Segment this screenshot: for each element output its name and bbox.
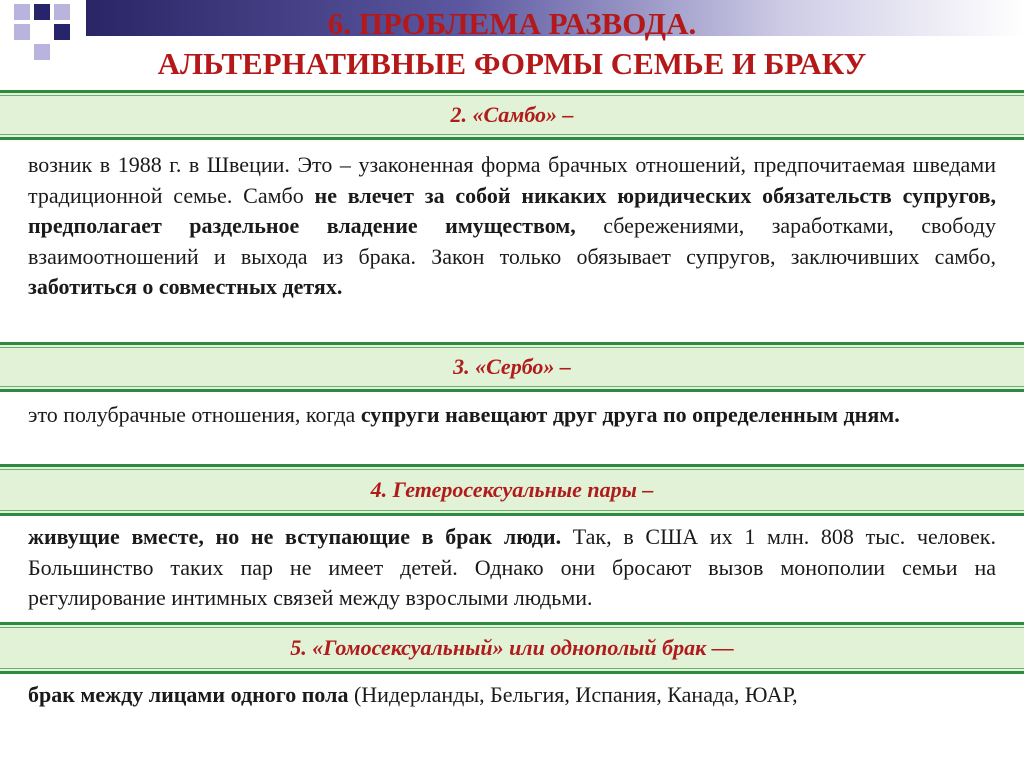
body-text: (Нидерланды, Бельгия, Испания, Канада, ЮАР,	[348, 682, 798, 707]
section-text-serbo	[28, 400, 996, 431]
emphasized-text: супруги навещают друг друга по определенным дням.	[360, 402, 900, 427]
emphasized-text: заботиться о совместных детях.	[28, 274, 343, 299]
section-text-sambo	[28, 150, 996, 303]
section-heading-serbo: 3. «Сербо» –	[0, 342, 1024, 392]
section-text-hetero-pairs	[28, 522, 996, 614]
body-text: Так, в США их 1 млн. 808 тыс. человек. Большинство таких пар не имеет детей. Однако они бросают вызов монополии семьи на регулирование интимных связей между взрослыми людьми.	[28, 524, 996, 610]
section-heading-same-sex-marriage: 5. «Гомосексуальный» или однополый брак —	[0, 622, 1024, 674]
body-text: это полубрачные отношения, когда	[28, 402, 361, 427]
title-line-1: 6. ПРОБЛЕМА РАЗВОДА.	[327, 6, 697, 41]
page-title	[0, 4, 1024, 84]
section-heading-sambo: 2. «Самбо» –	[0, 90, 1024, 140]
body-text: сбережениями, заработками, свободу взаимоотношений и выхода из брака. Закон только обязывает супругов, заключивших самбо,	[28, 213, 996, 269]
title-line-2: АЛЬТЕРНАТИВНЫЕ ФОРМЫ СЕМЬЕ И БРАКУ	[157, 46, 867, 81]
emphasized-text: брак между лицами одного пола	[28, 682, 349, 707]
section-text-same-sex-marriage	[28, 680, 996, 711]
emphasized-text: живущие вместе, но не вступающие в брак люди.	[28, 524, 562, 549]
body-text: возник в 1988 г. в Швеции. Это – узаконенная форма брачных отношений, предпочитаемая шведами традиционной семье. Самбо	[28, 152, 996, 208]
section-heading-hetero-pairs: 4. Гетеросексуальные пары –	[0, 464, 1024, 516]
emphasized-text: не влечет за собой никаких юридических обязательств супругов, предполагает раздельное владение имуществом,	[28, 182, 996, 238]
